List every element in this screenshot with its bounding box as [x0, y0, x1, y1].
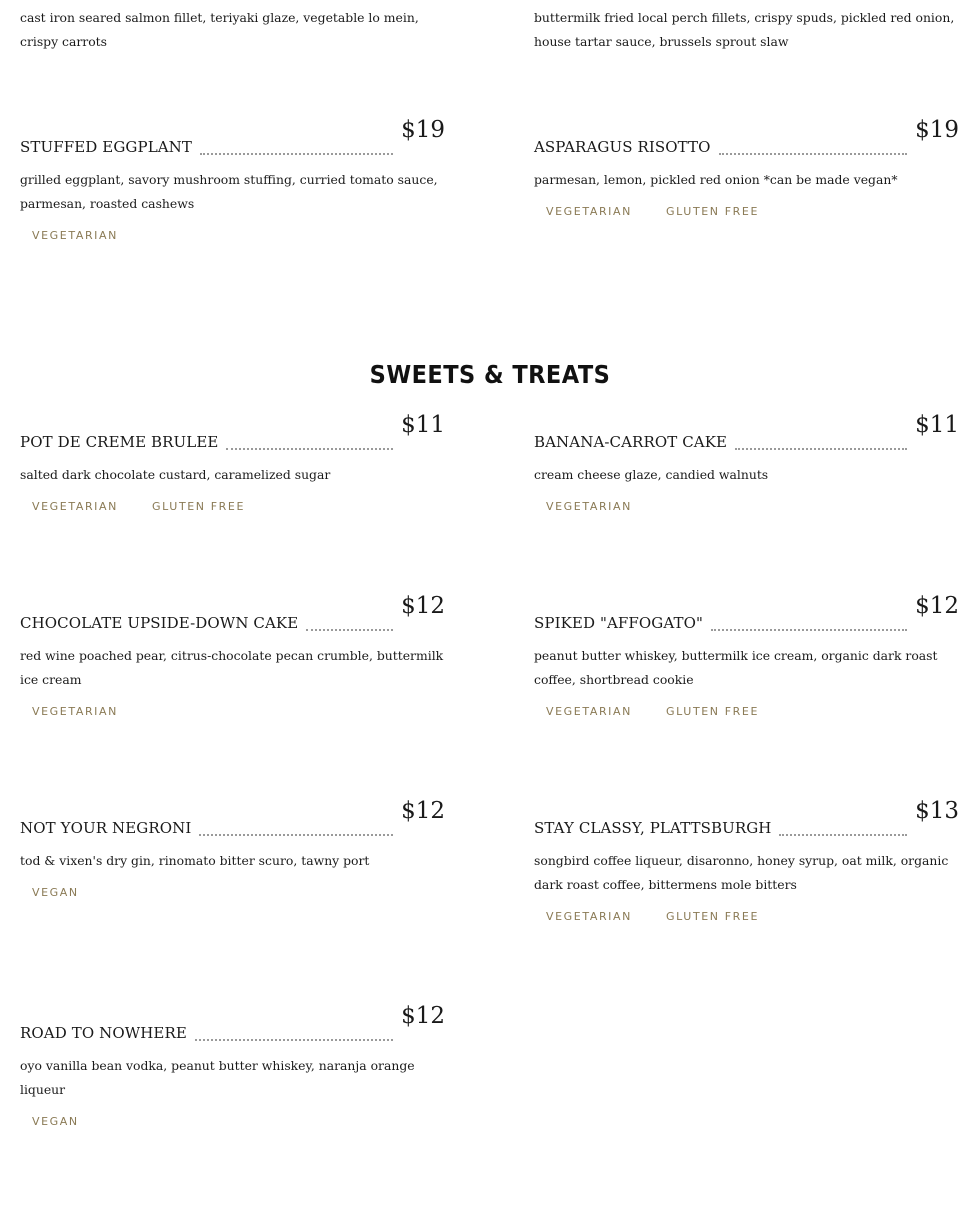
dietary-tags [20, 1114, 445, 1130]
tag-vegetarian: VEGETARIAN [546, 705, 632, 718]
dot-leader [195, 1038, 393, 1041]
menu-item [534, 593, 959, 720]
dot-leader [226, 447, 393, 450]
item-price: $12 [401, 593, 445, 619]
item-name: ROAD TO NOWHERE [20, 1024, 187, 1042]
item-price: $12 [401, 1003, 445, 1029]
menu-item [534, 117, 959, 220]
dietary-tags [20, 499, 445, 515]
item-description: peanut butter whiskey, buttermilk ice cream, organic dark roast coffee, shortbread cookie [534, 648, 938, 687]
menu-item [20, 117, 445, 244]
item-description: songbird coffee liqueur, disaronno, honey syrup, oat milk, organic dark roast coffee, bittermens mole bitters [534, 853, 949, 892]
item-price: $19 [915, 117, 959, 143]
item-description: cream cheese glaze, candied walnuts [534, 467, 769, 482]
item-name: STUFFED EGGPLANT [20, 138, 193, 156]
tag-vegetarian: VEGETARIAN [32, 229, 118, 242]
tag-vegetarian: VEGETARIAN [546, 910, 632, 923]
menu-item [534, 412, 959, 515]
dot-leader [200, 152, 393, 155]
dietary-tags [534, 909, 959, 925]
item-header [534, 117, 959, 156]
dot-leader [199, 833, 393, 836]
dietary-tags [20, 885, 445, 901]
tag-gluten-free: GLUTEN FREE [665, 205, 760, 218]
menu-item [20, 798, 445, 901]
item-header [20, 412, 445, 451]
item-header [20, 798, 445, 837]
tag-gluten-free: GLUTEN FREE [151, 500, 246, 513]
section-title: SWEETS & TREATS [369, 360, 611, 389]
tag-gluten-free: GLUTEN FREE [665, 705, 760, 718]
item-price: $12 [915, 593, 959, 619]
item-description: buttermilk fried local perch fillets, crispy spuds, pickled red onion, house tartar sauce, brussels sprout slaw [534, 10, 955, 49]
item-description: oyo vanilla bean vodka, peanut butter whiskey, naranja orange liqueur [20, 1058, 415, 1097]
item-description: tod & vixen's dry gin, rinomato bitter scuro, tawny port [20, 853, 370, 868]
dietary-tags [20, 228, 445, 244]
item-name: SPIKED "AFFOGATO" [534, 614, 703, 632]
item-price: $12 [401, 798, 445, 824]
item-name: NOT YOUR NEGRONI [20, 819, 192, 837]
tag-vegetarian: VEGETARIAN [32, 705, 118, 718]
item-price: $13 [915, 798, 959, 824]
tag-vegetarian: VEGETARIAN [546, 500, 632, 513]
item-price: $11 [915, 412, 959, 438]
tag-vegan: VEGAN [32, 1115, 79, 1128]
menu-item [20, 1003, 445, 1130]
menu-item [20, 593, 445, 720]
tag-vegan: VEGAN [32, 886, 79, 899]
item-name: POT DE CREME BRULEE [20, 433, 219, 451]
item-price: $19 [401, 117, 445, 143]
tag-vegetarian: VEGETARIAN [32, 500, 118, 513]
tag-vegetarian: VEGETARIAN [546, 205, 632, 218]
item-header [20, 117, 445, 156]
dot-leader [306, 628, 393, 631]
dietary-tags [20, 704, 445, 720]
menu-item [534, 798, 959, 925]
item-description: red wine poached pear, citrus-chocolate pecan crumble, buttermilk ice cream [20, 648, 444, 687]
dot-leader [719, 152, 908, 155]
item-name: CHOCOLATE UPSIDE-DOWN CAKE [20, 614, 299, 632]
item-price: $11 [401, 412, 445, 438]
item-header [534, 412, 959, 451]
item-header [20, 593, 445, 632]
dietary-tags [534, 499, 959, 515]
item-description: salted dark chocolate custard, caramelized sugar [20, 467, 331, 482]
item-description: cast iron seared salmon fillet, teriyaki glaze, vegetable lo mein, crispy carrots [20, 10, 419, 49]
item-header [534, 798, 959, 837]
dot-leader [735, 447, 907, 450]
item-name: BANANA-CARROT CAKE [534, 433, 728, 451]
tag-gluten-free: GLUTEN FREE [665, 910, 760, 923]
item-description: parmesan, lemon, pickled red onion *can be made vegan* [534, 172, 898, 187]
item-name: STAY CLASSY, PLATTSBURGH [534, 819, 772, 837]
item-header [20, 1003, 445, 1042]
menu-item [20, 412, 445, 515]
dot-leader [779, 833, 907, 836]
dietary-tags [534, 204, 959, 220]
item-name: ASPARAGUS RISOTTO [534, 138, 711, 156]
item-description: grilled eggplant, savory mushroom stuffing, curried tomato sauce, parmesan, roasted cashews [20, 172, 438, 211]
dietary-tags [534, 704, 959, 720]
item-header [534, 593, 959, 632]
dot-leader [711, 628, 907, 631]
